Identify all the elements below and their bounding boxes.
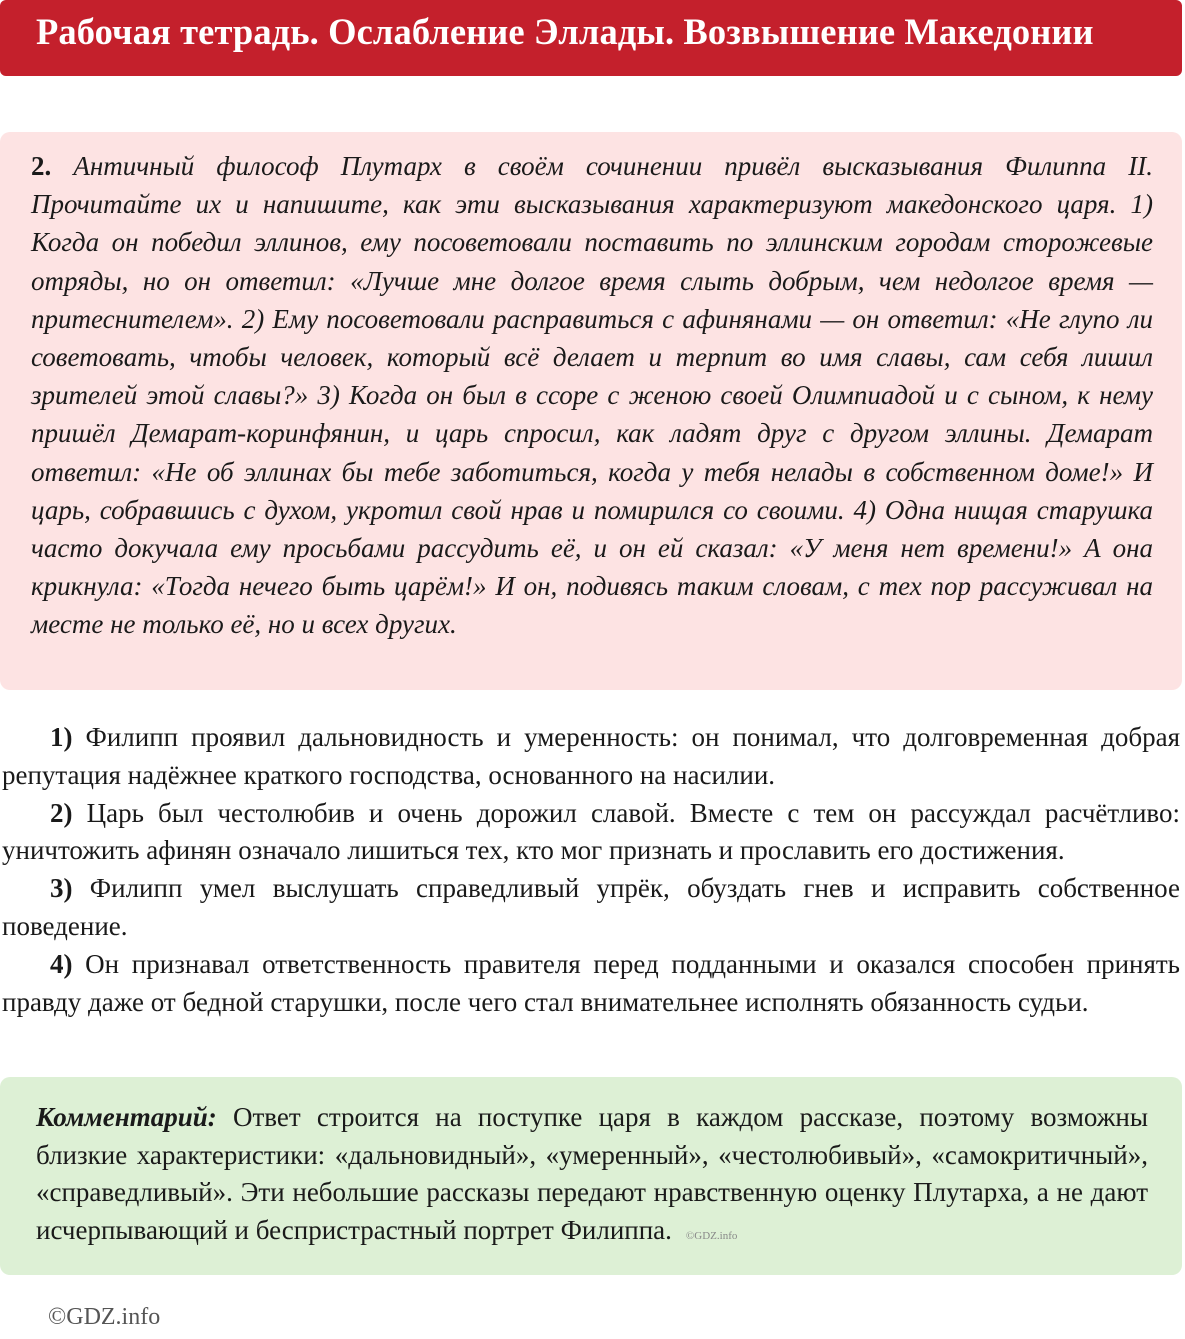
answers [2, 719, 1180, 1021]
task-body: Античный философ Плутарх в своём сочинении привёл высказывания Филиппа II. Прочитайте их и напишите, как эти высказывания характеризуют македонского царя. 1) Когда он победил эллинов, ему посоветовали поставить по эллинским городам сторожевые отряды, но он ответил: «Лучше мне долгое время слыть добрым, чем недолгое время — притеснителем». 2) Ему посоветовали расправиться с афинянами — он ответил: «Не глупо ли советовать, чтобы человек, который всё делает и терпит во имя славы, сам себя лишил зрителей этой славы?» 3) Когда он был в ссоре с женою своей Олимпиадой и с сыном, к нему пришёл Демарат-коринфянин, и царь спросил, как ладят друг с другом эллины. Демарат ответил: «Не об эллинах бы тебе заботиться, когда у тебя нелады в собственном доме!» И царь, собравшись с духом, укротил свой нрав и помирился со своими. 4) Одна нищая старушка часто докучала ему просьбами рассудить её, и он ей сказал: «У меня нет времени!» А она крикнула: «Тогда нечего быть царём!» И он, подивясь таким словам, с тех пор рассуживал на месте не только её, но и всех других. [31, 151, 1153, 640]
comment-body: Ответ строится на поступке царя в каждом рассказе, поэтому возможны близкие характеристики: «дальновидный», «умеренный», «честолюбивый», «самокритичный», «справедливый». Эти небольшие рассказы передают нравственную оценку Плутарха, а не дают исчерпывающий и беспристрастный портрет Филиппа. [36, 1102, 1148, 1246]
page-title: Рабочая тетрадь. Ослабление Эллады. Возвышение Македонии [36, 11, 1094, 52]
footer-watermark: ©GDZ.info [48, 1304, 161, 1330]
answer-item: 3) Филипп умел выслушать справедливый упрёк, обуздать гнев и исправить собственное поведение. [2, 873, 1180, 941]
answer-item: 2) Царь был честолюбив и очень дорожил славой. Вместе с тем он рассуждал расчётливо: уничтожить афинян означало лишиться тех, кто мог признать и прославить его достижения. [2, 797, 1180, 866]
answer-item: 1) Филипп проявил дальновидность и умеренность: он понимал, что долговременная добрая репутация надёжнее краткого господства, основанного на насилии. [2, 722, 1180, 790]
task-number: 2. [31, 151, 52, 181]
inline-watermark: ©GDZ.info [685, 1230, 738, 1243]
answer-item: 4) Он признавал ответственность правителя перед подданными и оказался способен принять правду даже от бедной старушки, после чего стал внимательнее исполнять обязанность судьи. [2, 948, 1180, 1017]
task-text [31, 147, 1153, 644]
comment-text [36, 1099, 1148, 1256]
comment-label: Комментарий: [36, 1102, 217, 1132]
